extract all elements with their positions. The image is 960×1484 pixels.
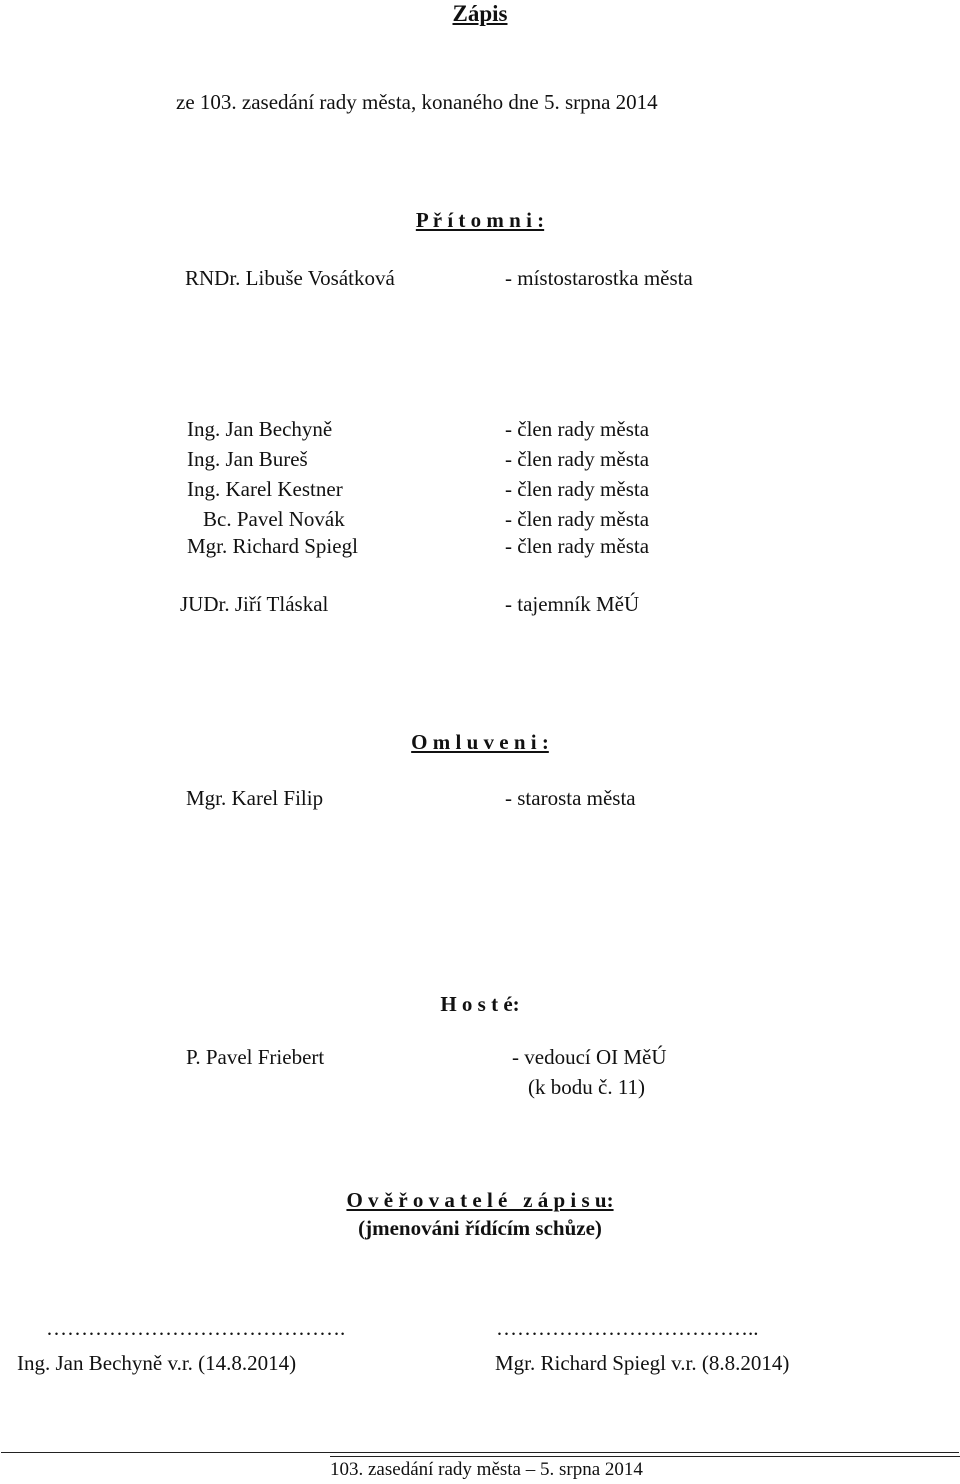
signature-name-right: Mgr. Richard Spiegl v.r. (8.8.2014) [495,1351,790,1375]
excused-role: - starosta města [505,786,636,810]
guest-name: P. Pavel Friebert [186,1045,325,1069]
document-subtitle: ze 103. zasedání rady města, konaného dne 5. srpna 2014 [176,90,658,114]
member-name: Ing. Jan Bureš [187,447,308,471]
signature-line-right: ……………………………….. [496,1316,759,1340]
member-name: Ing. Jan Bechyně [187,417,333,441]
guest-role: - vedoucí OI MěÚ [512,1045,667,1069]
member-role: - člen rady města [505,447,650,471]
signature-line-left: ……………………………………. [46,1316,346,1340]
chair-name: RNDr. Libuše Vosátková [185,266,395,290]
guest-note: (k bodu č. 11) [528,1075,646,1099]
verifiers-heading: O v ě ř o v a t e l é z á p i s u: [346,1188,614,1212]
present-heading: P ř í t o m n i : [415,208,545,232]
document-title: Zápis [452,1,508,26]
signature-name-left: Ing. Jan Bechyně v.r. (14.8.2014) [17,1351,297,1375]
excused-heading: O m l u v e n i : [411,730,549,754]
member-role: - člen rady města [505,507,650,531]
member-role: - člen rady města [505,477,650,501]
excused-name: Mgr. Karel Filip [186,786,324,810]
footer-divider [1,1452,959,1453]
chair-role: - místostarostka města [505,266,693,290]
footer-text: 103. zasedání rady města – 5. srpna 2014 [330,1459,643,1480]
secretary-name: JUDr. Jiří Tláskal [180,592,329,616]
secretary-role: - tajemník MěÚ [505,592,640,616]
member-name: Ing. Karel Kestner [187,477,343,501]
guests-heading: H o s t é: [440,992,520,1016]
member-role: - člen rady města [505,534,650,558]
verifiers-subheading: (jmenováni řídícím schůze) [358,1216,602,1240]
member-name: Bc. Pavel Novák [203,507,345,531]
footer-divider-inner [330,1456,960,1457]
member-role: - člen rady města [505,417,650,441]
member-name: Mgr. Richard Spiegl [187,534,358,558]
